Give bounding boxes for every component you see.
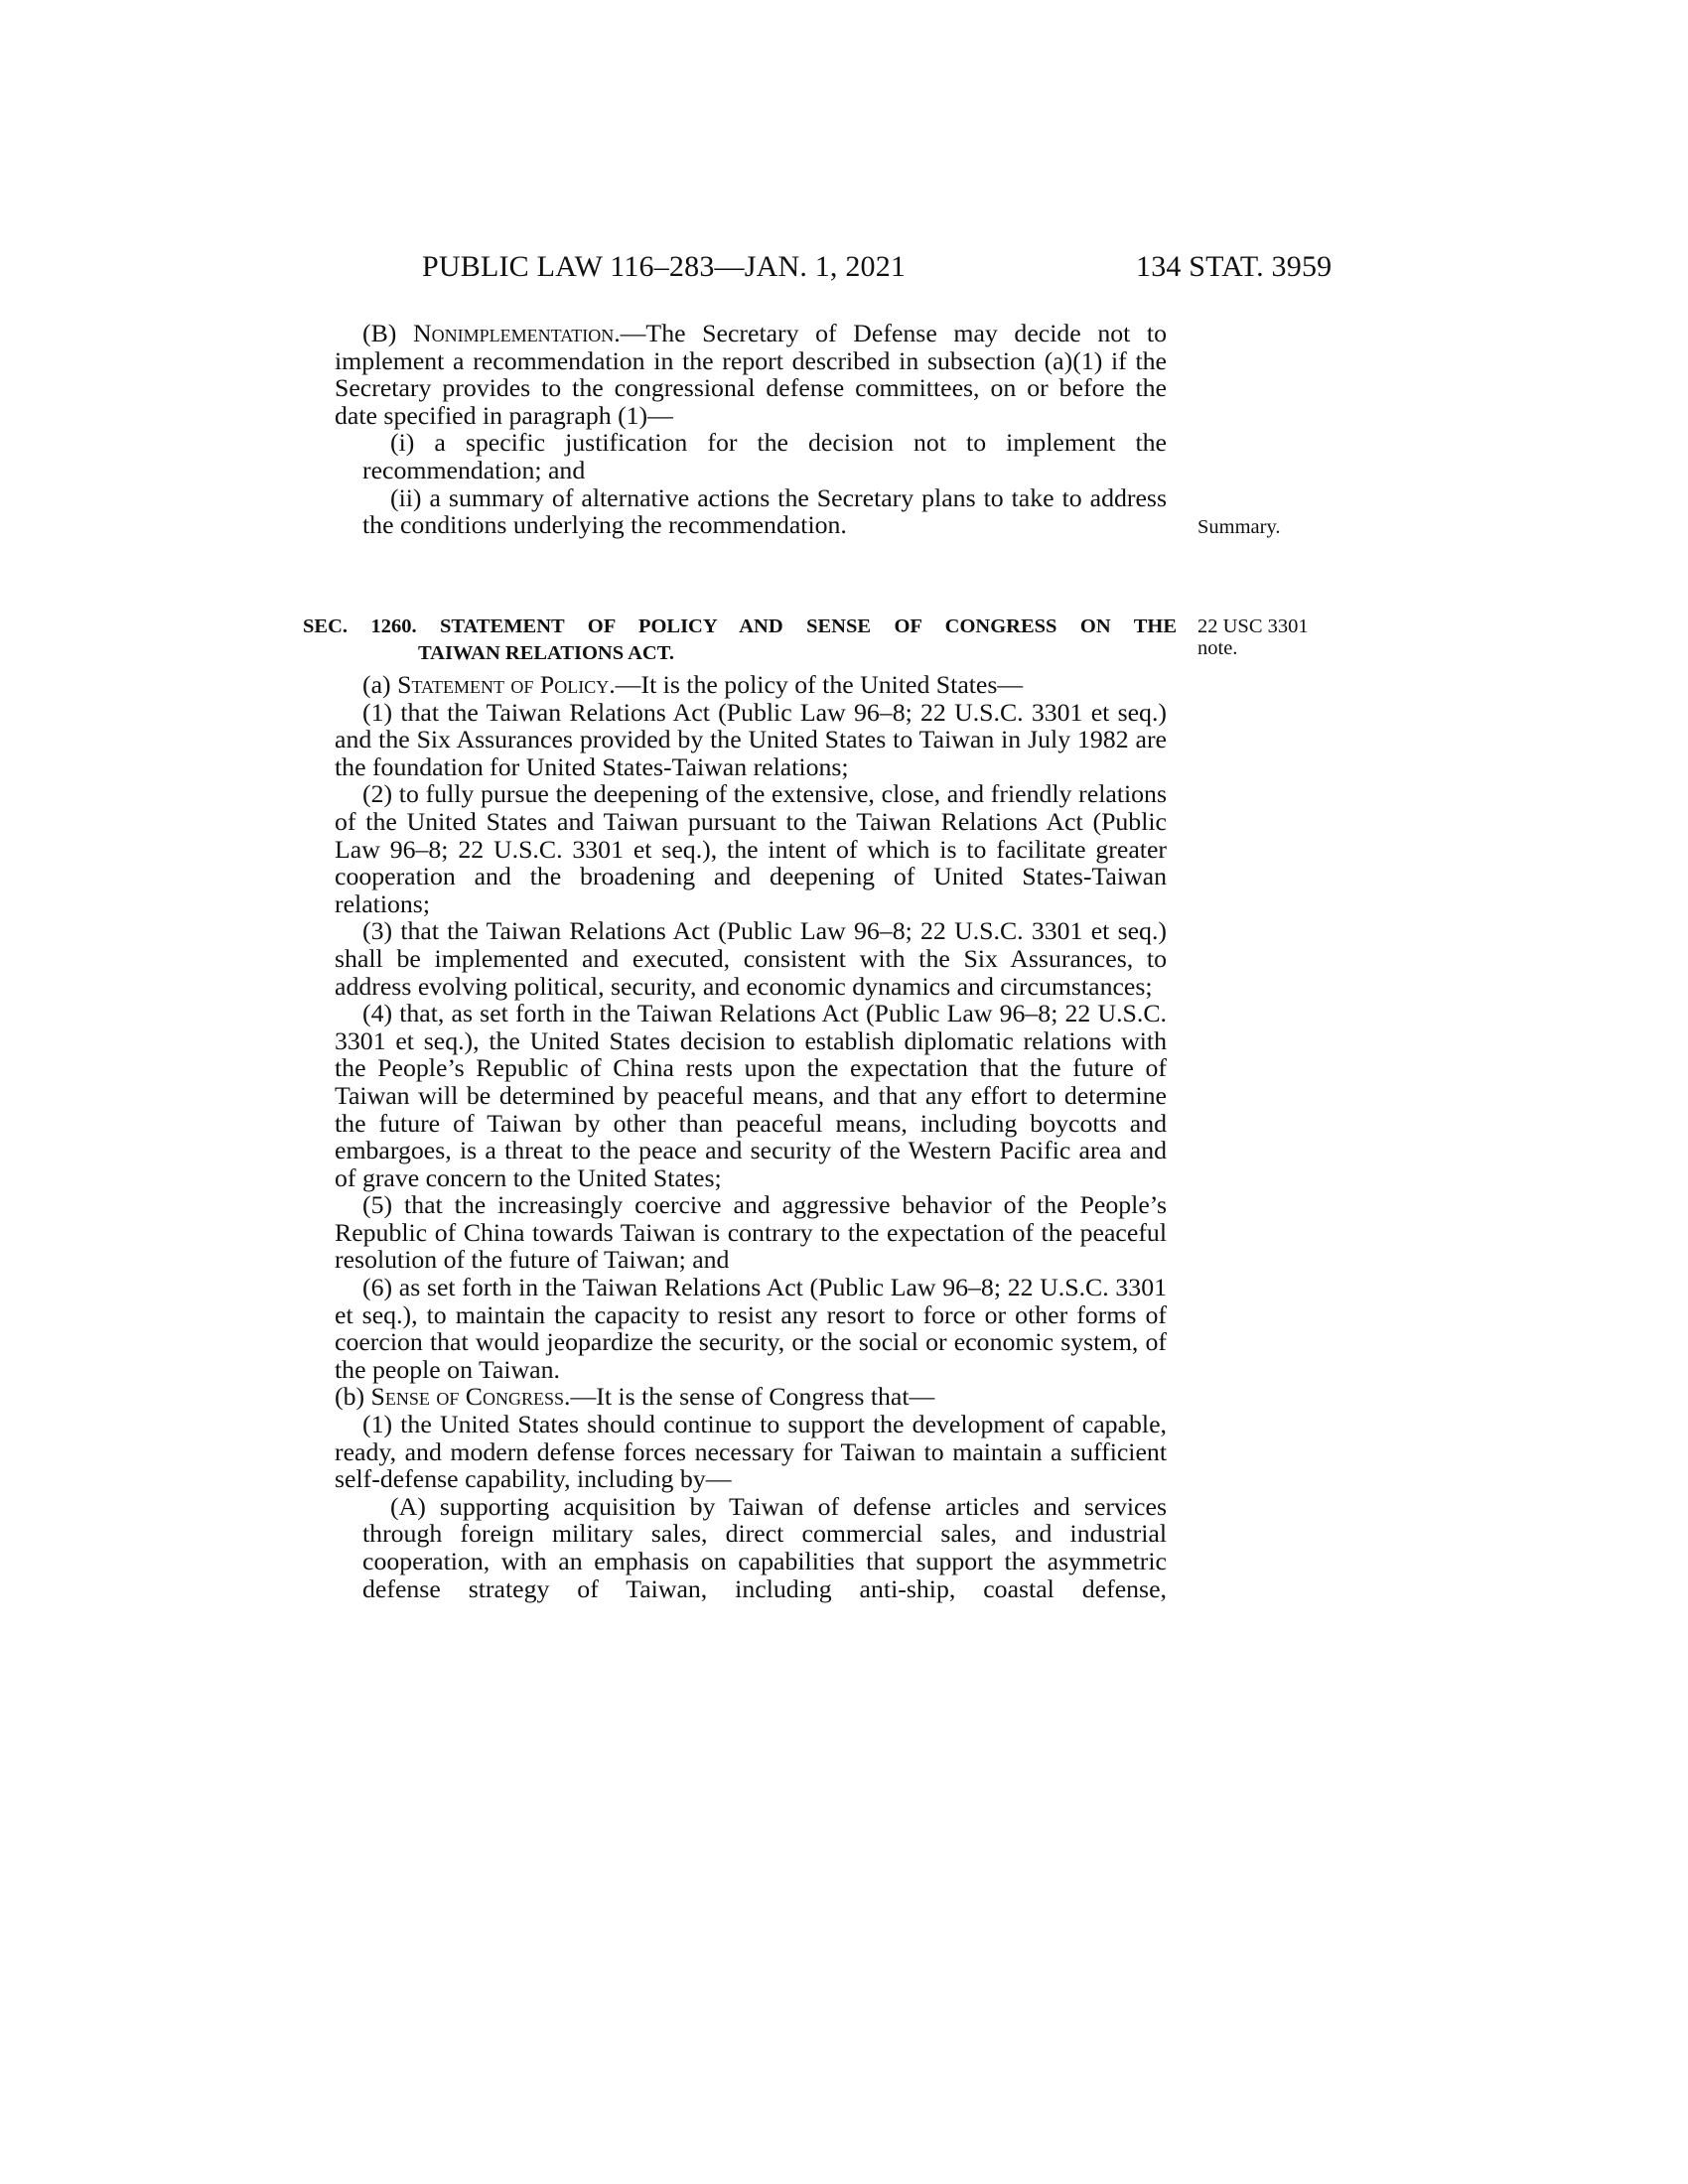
subsection-b [335,1383,1167,1411]
margin-note-summary: Summary. [1197,516,1281,538]
policy-item-5: (5) that the increasingly coercive and aggressive behavior of the People’s Republic of China towards Taiwan is contrary to the expectation of the peaceful resolution of the future of Taiwan; and [335,1190,1167,1275]
subparagraph-b: (B) Nonimplementation.—The Secretary of Defense may decide not to implement a recommendation in the report described in subsection (a)(1) if the Secretary provides to the congressional defense committees, on or before the date specified in paragraph (1)— [335,319,1167,430]
clause-i: (i) a specific justification for the decision not to implement the recommendation; and [362,428,1167,484]
margin-note-usc [1197,615,1309,659]
section-heading-line2: TAIWAN RELATIONS ACT. [418,642,675,664]
subsection-b-label: (b) [335,1382,371,1412]
subsection-b-heading: Sense of Congress [370,1382,565,1412]
subparagraph-b-heading: Nonimplementation [413,319,615,347]
subsection-a [335,671,1167,699]
policy-item-2: (2) to fully pursue the deepening of the extensive, close, and friendly relations of the United States and Taiwan pursuant to the Taiwan Relations Act (Public Law 96–8; 22 U.S.C. 3301 et seq.), the intent of which is to facilitate greater cooperation and the broadening and deepening of United States-Taiwan relations; [335,779,1167,918]
policy-item-6: (6) as set forth in the Taiwan Relations Act (Public Law 96–8; 22 U.S.C. 3301 et seq.), to maintain the capacity to resist any resort to force or other forms of coercion that would jeopardize the security, or the social or economic system, of the people on Taiwan. [335,1273,1167,1384]
subparagraph-b-block [335,320,1167,539]
subsection-a-label: (a) [362,670,398,699]
margin-note-usc-line2: note. [1197,637,1238,659]
section-heading-line1: SEC. 1260. STATEMENT OF POLICY AND SENSE OF CONGRESS ON THE [303,615,1177,637]
clause-ii: (ii) a summary of alternative actions the Secretary plans to take to address the conditions underlying the recommendation. [362,482,1167,540]
statute-page-number: 134 STAT. 3959 [1136,250,1333,283]
margin-note-usc-line1: 22 USC 3301 [1197,615,1309,637]
policy-item-3: (3) that the Taiwan Relations Act (Public Law 96–8; 22 U.S.C. 3301 et seq.) shall be implemented and executed, consistent with the Six Assurances, to address evolving political, security, and economic dynamics and circumstances; [335,916,1167,1001]
section-body [335,671,1167,1602]
subsection-b-intro: .—It is the sense of Congress that— [564,1382,935,1412]
sense-item-a: (A) supporting acquisition by Taiwan of defense articles and services through foreign military sales, direct commercial sales, and industrial cooperation, with an emphasis on capabilities that support the asymmetric defense strategy of Taiwan, including anti-ship, coastal defense, [362,1491,1167,1603]
public-law-citation: PUBLIC LAW 116–283—JAN. 1, 2021 [422,250,907,283]
section-heading [303,614,1177,667]
subsection-a-heading: Statement of Policy [397,670,610,699]
policy-item-4: (4) that, as set forth in the Taiwan Relations Act (Public Law 96–8; 22 U.S.C. 3301 et seq.), the United States decision to establish diplomatic relations with the People’s Republic of China rests upon the expectation that the future of Taiwan will be determined by peaceful means, and that any effort to determine the future of Taiwan by other than peaceful means, including boycotts and embargoes, is a threat to the peace and security of the Western Pacific area and of grave concern to the United States; [335,999,1167,1192]
subparagraph-b-text: .—The Secretary of Defense may decide not to implement a recommendation in the report described in subsection (a)(1) if the Secretary provides to the congressional defense committees, on or before the date specified in paragraph (1)— [335,319,1167,430]
sense-item-1: (1) the United States should continue to support the development of capable, ready, and modern defense forces necessary for Taiwan to maintain a sufficient self-defense capability, including by— [335,1410,1167,1494]
policy-item-1: (1) that the Taiwan Relations Act (Public Law 96–8; 22 U.S.C. 3301 et seq.) and the Six Assurances provided by the United States to Taiwan in July 1982 are the foundation for United States-Taiwan relations; [335,697,1167,781]
subsection-a-intro: .—It is the policy of the United States— [609,670,1024,699]
